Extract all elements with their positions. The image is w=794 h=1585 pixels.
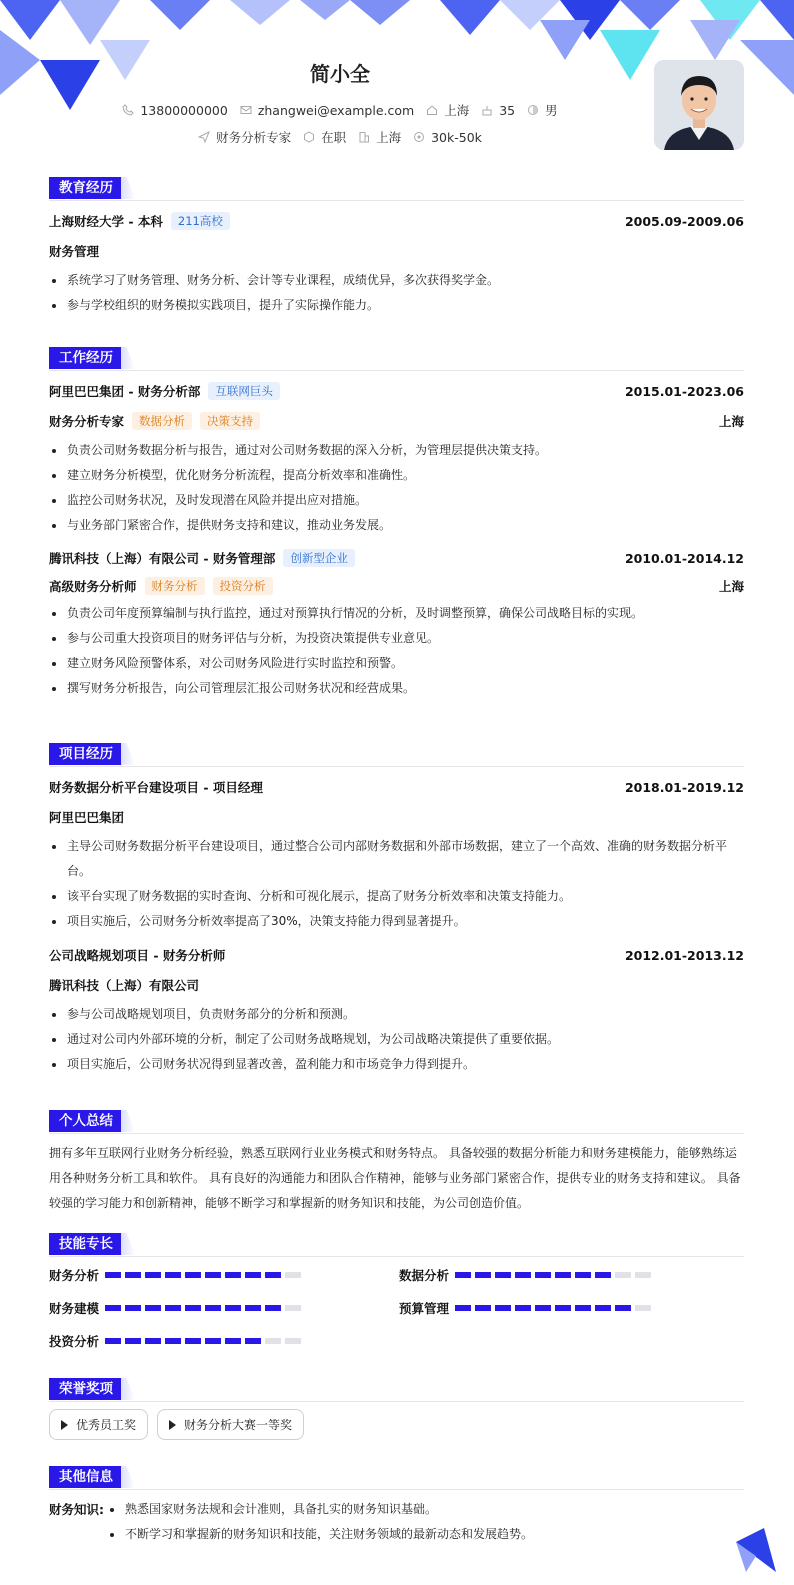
list-item: 负责公司年度预算编制与执行监控，通过对预算执行情况的分析，及时调整预算，确保公司战略目标的实现。 — [49, 601, 744, 626]
skill-level-segment — [225, 1272, 241, 1278]
role-row — [49, 573, 744, 599]
work-points — [49, 601, 744, 701]
education-section — [49, 174, 744, 318]
skill-level-segment — [515, 1305, 531, 1311]
section-label: 技能专长 — [49, 1233, 123, 1255]
section-title-honors — [49, 1375, 744, 1401]
skill-level-segment — [575, 1272, 591, 1278]
skill-level-bar — [105, 1305, 301, 1311]
skill-level-segment — [615, 1272, 631, 1278]
list-item: 参与公司重大投资项目的财务评估与分析，为投资决策提供专业意见。 — [49, 626, 744, 651]
award-item — [49, 1409, 148, 1440]
target-city-text: 上海 — [376, 130, 402, 145]
gender-icon — [527, 104, 539, 116]
skill-level-segment — [225, 1338, 241, 1344]
list-item: 撰写财务分析报告，向公司管理层汇报公司财务状况和经营成果。 — [49, 676, 744, 701]
school-tag: 211高校 — [171, 212, 230, 230]
skill-level-segment — [475, 1305, 491, 1311]
project-title: 公司战略规划项目 - 财务分析师 — [49, 948, 226, 963]
project-points — [49, 834, 744, 934]
list-item: 监控公司财务状况，及时发现潜在风险并提出应对措施。 — [49, 488, 744, 513]
work-entry — [49, 378, 744, 538]
award-label: 优秀员工奖 — [76, 1418, 137, 1432]
cake-icon — [481, 104, 493, 116]
coin-icon — [413, 131, 425, 143]
list-item: 建立财务风险预警体系，对公司财务风险进行实时监控和预警。 — [49, 651, 744, 676]
work-location: 上海 — [718, 414, 744, 429]
skills-section — [49, 1230, 744, 1352]
avatar — [654, 60, 744, 150]
award-item — [157, 1409, 304, 1440]
skill-level-segment — [185, 1338, 201, 1344]
project-section — [49, 740, 744, 1077]
skill-level-segment — [245, 1272, 261, 1278]
salary-text: 30k-50k — [431, 129, 482, 145]
candidate-name: 简小全 — [310, 62, 370, 86]
award-label: 财务分析大赛一等奖 — [184, 1418, 293, 1432]
project-org: 阿里巴巴集团 — [49, 810, 125, 825]
skill-level-segment — [495, 1272, 511, 1278]
list-item: 不断学习和掌握新的财务知识和技能，关注财务领域的最新动态和发展趋势。 — [107, 1522, 744, 1547]
skill-level-segment — [185, 1305, 201, 1311]
skill-level-segment — [165, 1338, 181, 1344]
section-title-projects — [49, 740, 744, 766]
project-org: 腾讯科技（上海）有限公司 — [49, 978, 200, 993]
city-text: 上海 — [444, 103, 470, 118]
awards-list — [49, 1409, 744, 1440]
list-item: 与业务部门紧密合作，提供财务支持和建议，推动业务发展。 — [49, 513, 744, 538]
company-name: 腾讯科技（上海）有限公司 - 财务管理部 — [49, 551, 276, 566]
skill-item — [49, 1264, 399, 1286]
status-icon — [303, 131, 315, 143]
skill-level-segment — [145, 1305, 161, 1311]
skill-level-segment — [265, 1338, 281, 1344]
project-title: 财务数据分析平台建设项目 - 项目经理 — [49, 780, 263, 795]
other-info — [49, 1497, 744, 1547]
status-item — [303, 128, 346, 146]
section-label: 教育经历 — [49, 177, 123, 199]
play-icon — [61, 1420, 68, 1430]
skill-level-segment — [105, 1305, 121, 1311]
other-label: 财务知识: — [49, 1502, 104, 1517]
skill-tag: 决策支持 — [200, 412, 260, 430]
skill-level-segment — [125, 1272, 141, 1278]
project-header-row — [49, 942, 744, 968]
skill-level-segment — [555, 1305, 571, 1311]
skill-level-segment — [285, 1305, 301, 1311]
resume-header — [0, 0, 794, 160]
position-text: 财务分析专家 — [216, 130, 292, 145]
skill-level-segment — [185, 1272, 201, 1278]
email-text: zhangwei@example.com — [257, 102, 415, 118]
work-section — [49, 344, 744, 701]
age-text: 35 — [499, 102, 516, 118]
skill-name: 财务建模 — [49, 1301, 100, 1316]
skill-level-segment — [455, 1305, 471, 1311]
project-header-row — [49, 774, 744, 800]
major-row — [49, 238, 744, 264]
skill-level-segment — [105, 1272, 121, 1278]
skill-level-segment — [125, 1305, 141, 1311]
skill-tag: 财务分析 — [145, 577, 205, 595]
skill-level-bar — [105, 1272, 301, 1278]
list-item: 通过对公司内外部环境的分析，制定了公司财务战略规划，为公司战略决策提供了重要依据。 — [49, 1027, 744, 1052]
skill-level-segment — [225, 1305, 241, 1311]
skill-item — [399, 1264, 744, 1286]
phone-icon — [122, 104, 134, 116]
school-name: 上海财经大学 - 本科 — [49, 214, 163, 229]
other-points — [107, 1497, 744, 1547]
skill-tag: 投资分析 — [213, 577, 273, 595]
role: 高级财务分析师 — [49, 579, 137, 594]
major: 财务管理 — [49, 244, 100, 259]
section-title-summary — [49, 1107, 744, 1133]
section-label: 其他信息 — [49, 1466, 123, 1488]
skill-level-segment — [265, 1305, 281, 1311]
skill-level-segment — [455, 1272, 471, 1278]
skill-name: 数据分析 — [399, 1268, 450, 1283]
education-header-row — [49, 208, 744, 234]
skill-level-segment — [495, 1305, 511, 1311]
skill-tag: 数据分析 — [132, 412, 192, 430]
skill-level-segment — [475, 1272, 491, 1278]
skill-level-segment — [205, 1305, 221, 1311]
gender-text: 男 — [545, 103, 558, 118]
section-label: 工作经历 — [49, 347, 123, 369]
list-item: 熟悉国家财务法规和会计准则，具备扎实的财务知识基础。 — [107, 1497, 744, 1522]
section-label: 项目经历 — [49, 743, 123, 765]
education-points — [49, 268, 744, 318]
gender-item — [527, 101, 558, 119]
list-item: 参与学校组织的财务模拟实践项目，提升了实际操作能力。 — [49, 293, 744, 318]
email-item — [240, 103, 414, 118]
skill-level-segment — [165, 1305, 181, 1311]
skill-level-segment — [635, 1305, 651, 1311]
work-header-row — [49, 378, 744, 404]
skill-level-segment — [125, 1338, 141, 1344]
skill-level-segment — [245, 1338, 261, 1344]
work-entry — [49, 545, 744, 701]
building-icon — [358, 131, 370, 143]
company-name: 阿里巴巴集团 - 财务分析部 — [49, 384, 201, 399]
skill-level-segment — [635, 1272, 651, 1278]
other-section — [49, 1463, 744, 1547]
project-date: 2018.01-2019.12 — [624, 779, 744, 795]
skill-name: 预算管理 — [399, 1301, 450, 1316]
skill-name: 投资分析 — [49, 1334, 100, 1349]
skill-level-segment — [535, 1272, 551, 1278]
skill-item — [49, 1330, 399, 1352]
project-org-row — [49, 804, 744, 830]
skill-level-segment — [145, 1338, 161, 1344]
company-tag: 创新型企业 — [283, 549, 355, 567]
skill-level-bar — [455, 1272, 651, 1278]
summary-section — [49, 1107, 744, 1216]
section-title-education — [49, 174, 744, 200]
skill-level-bar — [455, 1305, 651, 1311]
role: 财务分析专家 — [49, 414, 125, 429]
skill-level-bar — [105, 1338, 301, 1344]
play-icon — [169, 1420, 176, 1430]
project-entry — [49, 774, 744, 934]
skill-level-segment — [575, 1305, 591, 1311]
list-item: 该平台实现了财务数据的实时查询、分析和可视化展示，提高了财务分析效率和决策支持能力。 — [49, 884, 744, 909]
skill-name: 财务分析 — [49, 1268, 100, 1283]
project-points — [49, 1002, 744, 1077]
list-item: 主导公司财务数据分析平台建设项目，通过整合公司内部财务数据和外部市场数据，建立了一个高效、准确的财务数据分析平台。 — [49, 834, 744, 884]
skill-level-segment — [245, 1305, 261, 1311]
skill-level-segment — [205, 1272, 221, 1278]
skill-level-segment — [285, 1272, 301, 1278]
skill-level-segment — [285, 1338, 301, 1344]
mail-icon — [240, 104, 252, 116]
list-item: 负责公司财务数据分析与报告，通过对公司财务数据的深入分析，为管理层提供决策支持。 — [49, 438, 744, 463]
send-icon — [198, 131, 210, 143]
list-item: 系统学习了财务管理、财务分析、会计等专业课程，成绩优异，多次获得奖学金。 — [49, 268, 744, 293]
summary-text: 拥有多年互联网行业财务分析经验，熟悉互联网行业业务模式和财务特点。 具备较强的数据分析能力和财务建模能力，能够熟练运用各种财务分析工具和软件。 具有良好的沟通能力和团队合作精神，能够与业务部门紧密合作，提供专业的财务支持和建议。 具备较强的学习能力和创新精神，能够不断学习和掌握新的财务知识和技能，为公司创造价值。 — [49, 1146, 741, 1210]
work-header-row — [49, 545, 744, 571]
education-date: 2005.09-2009.06 — [624, 213, 744, 229]
skill-item — [49, 1297, 399, 1319]
skill-level-segment — [555, 1272, 571, 1278]
age-item — [481, 103, 515, 118]
list-item: 参与公司战略规划项目，负责财务部分的分析和预测。 — [49, 1002, 744, 1027]
work-date: 2010.01-2014.12 — [624, 550, 744, 566]
section-label: 荣誉奖项 — [49, 1378, 123, 1400]
list-item: 项目实施后，公司财务分析效率提高了30%，决策支持能力得到显著提升。 — [49, 909, 744, 934]
phone-item — [122, 103, 227, 118]
section-label: 个人总结 — [49, 1110, 123, 1132]
skill-level-segment — [205, 1338, 221, 1344]
project-org-row — [49, 972, 744, 998]
work-points — [49, 438, 744, 538]
home-icon — [426, 104, 438, 116]
list-item: 项目实施后，公司财务状况得到显著改善，盈利能力和市场竞争力得到提升。 — [49, 1052, 744, 1077]
phone-text: 13800000000 — [140, 102, 228, 118]
work-date: 2015.01-2023.06 — [624, 383, 744, 399]
position-item — [198, 128, 291, 146]
role-row — [49, 408, 744, 434]
skill-level-segment — [265, 1272, 281, 1278]
status-text: 在职 — [321, 130, 347, 145]
skill-level-segment — [105, 1338, 121, 1344]
section-title-work — [49, 344, 744, 370]
city-item — [426, 101, 469, 119]
section-title-other — [49, 1463, 744, 1489]
skill-item — [399, 1297, 744, 1319]
target-city-item — [358, 128, 401, 146]
skill-level-segment — [515, 1272, 531, 1278]
project-entry — [49, 942, 744, 1077]
project-date: 2012.01-2013.12 — [624, 947, 744, 963]
contact-row — [0, 101, 680, 119]
skill-level-segment — [595, 1305, 611, 1311]
section-title-skills — [49, 1230, 744, 1256]
skill-level-segment — [615, 1305, 631, 1311]
company-tag: 互联网巨头 — [208, 382, 280, 400]
skills-grid — [49, 1264, 744, 1352]
job-intent-row — [0, 128, 680, 146]
salary-item — [413, 130, 482, 145]
skill-level-segment — [535, 1305, 551, 1311]
skill-level-segment — [595, 1272, 611, 1278]
skill-level-segment — [165, 1272, 181, 1278]
skill-level-segment — [145, 1272, 161, 1278]
honors-section — [49, 1375, 744, 1440]
list-item: 建立财务分析模型，优化财务分析流程，提高分析效率和准确性。 — [49, 463, 744, 488]
work-location: 上海 — [718, 579, 744, 594]
